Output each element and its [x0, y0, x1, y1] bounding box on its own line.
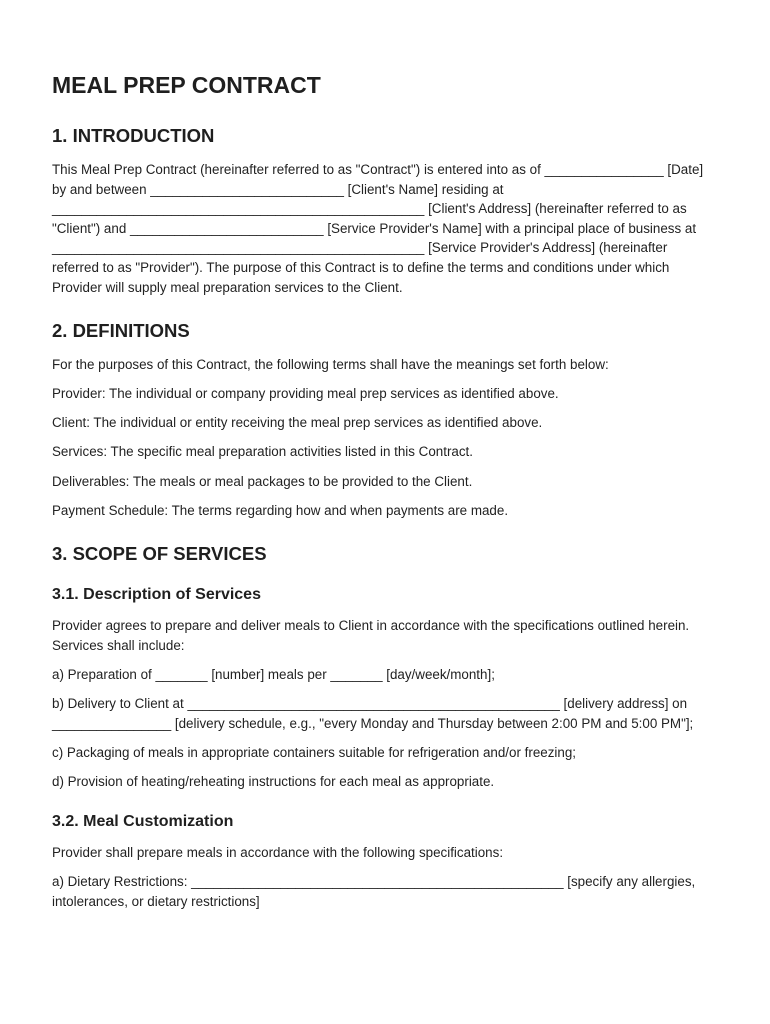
- service-item: c) Packaging of meals in appropriate containers suitable for refrigeration and/or freezing;: [52, 744, 577, 760]
- definition-item: Payment Schedule: The terms regarding how and when payments are made.: [52, 502, 509, 518]
- definition-item: Services: The specific meal preparation activities listed in this Contract.: [52, 444, 473, 460]
- section-scope: [52, 542, 707, 911]
- description-subheading: 3.1. Description of Services: [52, 586, 261, 604]
- service-item: a) Preparation of _______ [number] meals per _______ [day/week/month];: [52, 666, 495, 682]
- description-intro: Provider agrees to prepare and deliver meals to Client in accordance with the specifications outlined herein. Services shall include:: [52, 618, 690, 653]
- introduction-heading: 1. INTRODUCTION: [52, 125, 215, 146]
- definitions-intro: For the purposes of this Contract, the following terms shall have the meanings set forth below:: [52, 357, 609, 373]
- customization-item: a) Dietary Restrictions: __________________________________________________ [specify any allergies, intolerances, or dietary restrictions]: [52, 874, 696, 910]
- definitions-heading: 2. DEFINITIONS: [52, 320, 190, 342]
- document-title: MEAL PREP CONTRACT: [52, 72, 321, 98]
- service-item: d) Provision of heating/reheating instructions for each meal as appropriate.: [52, 773, 495, 789]
- scope-heading: 3. SCOPE OF SERVICES: [52, 543, 267, 565]
- service-item: b) Delivery to Client at __________________________________________________ [delivery address] on ________________ [delivery schedule, e.g., "every Monday and Thursday between 2:00 PM and 5:00 PM"];: [52, 696, 694, 731]
- definition-item: Provider: The individual or company providing meal prep services as identified above.: [52, 386, 559, 402]
- section-introduction: [52, 124, 707, 297]
- customization-subheading: 3.2. Meal Customization: [52, 813, 234, 831]
- section-definitions: [52, 319, 707, 520]
- definition-item: Client: The individual or entity receiving the meal prep services as identified above.: [52, 415, 543, 431]
- definition-item: Deliverables: The meals or meal packages to be provided to the Client.: [52, 473, 473, 489]
- contract-page: [52, 70, 707, 921]
- customization-intro: Provider shall prepare meals in accordance with the following specifications:: [52, 845, 504, 861]
- introduction-paragraph: This Meal Prep Contract (hereinafter referred to as "Contract") is entered into as of ________________ [Date] by and between __________________________ [Client's Name] residing at __________________________________________________ [Client's Address] (hereinafter referred to as "Client") and __________________________ [Service Provider's Name] with a principal place of business at __________________________________________________ [Service Provider's Address] (hereinafter referred to as "Provider"). The purpose of this Contract is to define the terms and conditions under which Provider will supply meal preparation services to the Client.: [52, 162, 704, 295]
